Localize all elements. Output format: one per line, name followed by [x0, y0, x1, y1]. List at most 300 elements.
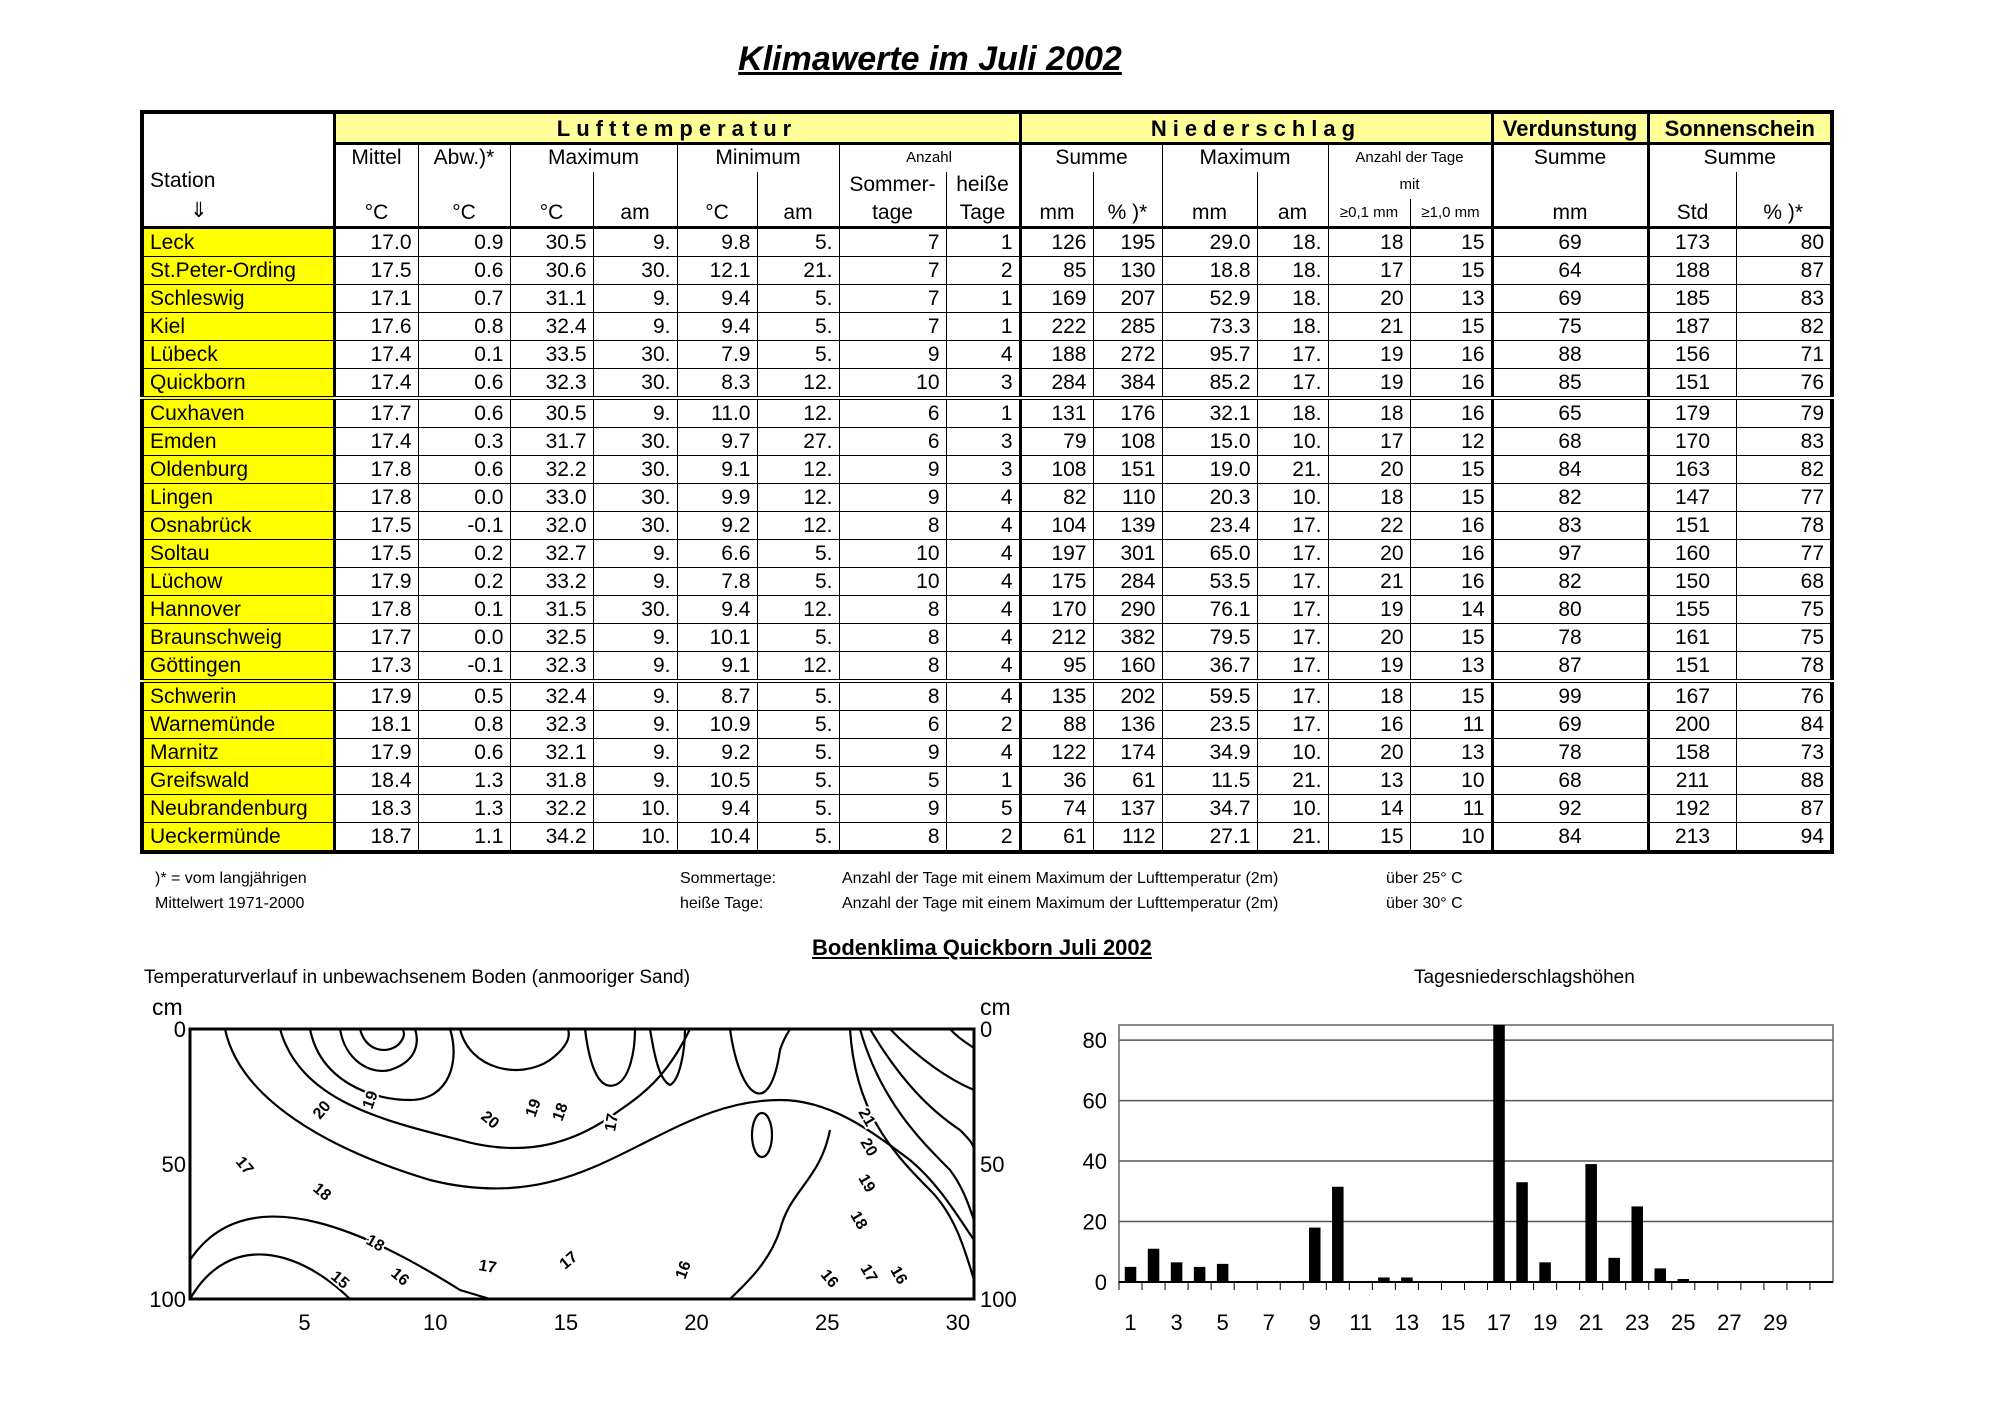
cell: 161 — [1648, 624, 1736, 652]
contour-label: 18 — [846, 1208, 871, 1233]
cell: 20 — [1328, 285, 1410, 313]
cell: 31.8 — [510, 767, 593, 795]
page-title: Klimawerte im Juli 2002 — [738, 40, 1122, 78]
contour-label: 20 — [856, 1135, 881, 1160]
cell: 30. — [593, 369, 677, 399]
contour-label: 17 — [602, 1112, 623, 1133]
cell: 12. — [757, 398, 839, 428]
cell: 33.5 — [510, 341, 593, 369]
cell: 16 — [1410, 540, 1492, 568]
cell: 4 — [946, 540, 1020, 568]
header-minimum: Minimum — [677, 144, 839, 173]
bar — [1493, 1025, 1505, 1282]
cell: 73 — [1736, 739, 1832, 767]
cell: 108 — [1093, 428, 1162, 456]
soil-y-tick: 0 — [173, 1017, 186, 1042]
contour-label: 20 — [477, 1108, 502, 1133]
cell: 4 — [946, 681, 1020, 711]
unit-header: am — [593, 199, 677, 228]
cell: 151 — [1648, 512, 1736, 540]
cell: 17. — [1257, 341, 1328, 369]
cell: 17.5 — [334, 512, 418, 540]
table-row — [142, 795, 1832, 823]
contour-label: 16 — [886, 1263, 911, 1288]
cell: 85 — [1492, 369, 1648, 399]
cell: 21. — [1257, 823, 1328, 853]
table-row — [142, 739, 1832, 767]
cell: 20 — [1328, 739, 1410, 767]
unit-header: % )* — [1736, 199, 1832, 228]
cell: 131 — [1020, 398, 1093, 428]
cell: 5. — [757, 228, 839, 257]
contour-label: 21 — [854, 1105, 879, 1130]
climate-table — [140, 110, 1834, 854]
bar — [1608, 1258, 1620, 1282]
cell: 8.3 — [677, 369, 757, 399]
cell: 17. — [1257, 652, 1328, 682]
cell: 10. — [1257, 795, 1328, 823]
cell: 9 — [839, 456, 946, 484]
cell: 2 — [946, 823, 1020, 853]
cell: 85 — [1020, 257, 1093, 285]
contour-label: 19 — [359, 1088, 382, 1112]
cell: 5 — [946, 795, 1020, 823]
cell: 17. — [1257, 624, 1328, 652]
cell: 9.2 — [677, 739, 757, 767]
cell: 10 — [1410, 767, 1492, 795]
cell: 4 — [946, 484, 1020, 512]
cell: 9.4 — [677, 285, 757, 313]
contour-labels — [232, 1089, 910, 1293]
cell: 16 — [1410, 398, 1492, 428]
cell: 82 — [1492, 568, 1648, 596]
cell: 17. — [1257, 568, 1328, 596]
cell: 200 — [1648, 711, 1736, 739]
cell: 147 — [1648, 484, 1736, 512]
cell: 27.1 — [1162, 823, 1257, 853]
cell: 82 — [1736, 313, 1832, 341]
cell: 9.4 — [677, 313, 757, 341]
cell: 32.1 — [510, 739, 593, 767]
cell: 94 — [1736, 823, 1832, 853]
soil-x-tick: 10 — [422, 1310, 448, 1335]
unit-header: °C — [677, 199, 757, 228]
station-name: Lingen — [142, 484, 334, 512]
station-name: St.Peter-Ording — [142, 257, 334, 285]
table-row — [142, 484, 1832, 512]
cell: 36.7 — [1162, 652, 1257, 682]
cell: 30. — [593, 484, 677, 512]
cell: 5. — [757, 313, 839, 341]
table-row — [142, 341, 1832, 369]
cell: 197 — [1020, 540, 1093, 568]
station-name: Braunschweig — [142, 624, 334, 652]
cell: 85.2 — [1162, 369, 1257, 399]
cell: 151 — [1093, 456, 1162, 484]
bar — [1217, 1264, 1229, 1282]
header-anzahl: Anzahl — [839, 144, 1020, 173]
cell: 169 — [1020, 285, 1093, 313]
table-row — [142, 456, 1832, 484]
x-tick-label: 5 — [1216, 1310, 1229, 1335]
x-tick-label: 21 — [1578, 1310, 1604, 1335]
cell: 285 — [1093, 313, 1162, 341]
cell: 15 — [1410, 456, 1492, 484]
table-row — [142, 767, 1832, 795]
x-tick-label: 17 — [1486, 1310, 1512, 1335]
bar — [1332, 1187, 1344, 1282]
cell: 5. — [757, 285, 839, 313]
unit-header: mm — [1020, 199, 1093, 228]
table-row — [142, 398, 1832, 428]
cell: 30. — [593, 257, 677, 285]
y-tick-label: 40 — [1082, 1149, 1107, 1175]
cell: 16 — [1410, 512, 1492, 540]
contour-label: 19 — [522, 1096, 545, 1120]
cell: 30.6 — [510, 257, 593, 285]
cell: 68 — [1492, 428, 1648, 456]
cell: 382 — [1093, 624, 1162, 652]
cell: 32.4 — [510, 313, 593, 341]
cell: 77 — [1736, 540, 1832, 568]
cell: 99 — [1492, 681, 1648, 711]
cell: 17. — [1257, 540, 1328, 568]
cell: 87 — [1736, 795, 1832, 823]
soil-climate-title: Bodenklima Quickborn Juli 2002 — [812, 935, 1152, 960]
cell: 19.0 — [1162, 456, 1257, 484]
soil-temperature-contour-chart — [130, 990, 1050, 1340]
cell: 15 — [1410, 313, 1492, 341]
cell: 92 — [1492, 795, 1648, 823]
cell: 30. — [593, 512, 677, 540]
footnote-c1: Anzahl der Tage mit einem Maximum der Lufttemperatur (2m) — [842, 870, 1279, 887]
group-niederschlag: Niederschlag — [1020, 112, 1492, 144]
cell: 9. — [593, 540, 677, 568]
contour-label: 18 — [363, 1231, 387, 1256]
cell: 5. — [757, 341, 839, 369]
station-name: Warnemünde — [142, 711, 334, 739]
header-mit: mit — [1328, 172, 1492, 199]
unit-header: Std — [1648, 199, 1736, 228]
cell: 32.2 — [510, 795, 593, 823]
cell: 9.4 — [677, 596, 757, 624]
cell: 4 — [946, 512, 1020, 540]
cell: 17. — [1257, 681, 1328, 711]
table-row — [142, 257, 1832, 285]
cell: 17.0 — [334, 228, 418, 257]
cell: 20.3 — [1162, 484, 1257, 512]
cell: 18. — [1257, 257, 1328, 285]
cell: 3 — [946, 456, 1020, 484]
soil-y-tick: 0 — [980, 1017, 993, 1042]
cell: 17.4 — [334, 428, 418, 456]
cell: 8 — [839, 624, 946, 652]
cell: 301 — [1093, 540, 1162, 568]
cell: 23.4 — [1162, 512, 1257, 540]
cell: 18. — [1257, 285, 1328, 313]
cell: 61 — [1020, 823, 1093, 853]
unit-header: % )* — [1093, 199, 1162, 228]
cell: 83 — [1736, 285, 1832, 313]
cell: 7 — [839, 285, 946, 313]
station-name: Marnitz — [142, 739, 334, 767]
cell: 9.8 — [677, 228, 757, 257]
cell: 97 — [1492, 540, 1648, 568]
cell: 202 — [1093, 681, 1162, 711]
contour-label: 19 — [854, 1171, 879, 1196]
cell: 158 — [1648, 739, 1736, 767]
cell: 9.4 — [677, 795, 757, 823]
cell: 76 — [1736, 681, 1832, 711]
cell: 9 — [839, 739, 946, 767]
cell: 30.5 — [510, 228, 593, 257]
x-tick-label: 13 — [1394, 1310, 1420, 1335]
cell: 17.5 — [334, 257, 418, 285]
contour-label: 16 — [387, 1265, 412, 1290]
station-name: Lübeck — [142, 341, 334, 369]
cell: 0.6 — [418, 456, 510, 484]
cell: 10. — [1257, 484, 1328, 512]
cell: 17. — [1257, 711, 1328, 739]
unit-header: am — [1257, 199, 1328, 228]
cell: 78 — [1736, 512, 1832, 540]
cell: 187 — [1648, 313, 1736, 341]
cell: 188 — [1648, 257, 1736, 285]
cell: 9.2 — [677, 512, 757, 540]
cell: 9. — [593, 398, 677, 428]
cell: 17.8 — [334, 456, 418, 484]
cell: 213 — [1648, 823, 1736, 853]
cell: 16 — [1410, 568, 1492, 596]
cell: 9. — [593, 624, 677, 652]
cell: 174 — [1093, 739, 1162, 767]
cell: 19 — [1328, 652, 1410, 682]
cell: 0.8 — [418, 711, 510, 739]
cell: 9. — [593, 285, 677, 313]
cell: 18. — [1257, 313, 1328, 341]
cell: 34.2 — [510, 823, 593, 853]
cell: 150 — [1648, 568, 1736, 596]
x-tick-label: 9 — [1308, 1310, 1321, 1335]
group-verdunstung: Verdunstung — [1492, 112, 1648, 144]
contour-label: 17 — [231, 1153, 257, 1179]
cell: 15 — [1410, 681, 1492, 711]
soil-chart-title: Temperaturverlauf in unbewachsenem Boden (anmooriger Sand) — [144, 967, 691, 988]
cell: 8 — [839, 512, 946, 540]
cell: 17.7 — [334, 624, 418, 652]
cell: 0.0 — [418, 484, 510, 512]
cell: 155 — [1648, 596, 1736, 624]
cell: 12. — [757, 456, 839, 484]
cell: 71 — [1736, 341, 1832, 369]
table-row — [142, 568, 1832, 596]
cell: 7 — [839, 228, 946, 257]
cell: 9. — [593, 681, 677, 711]
cell: 30. — [593, 456, 677, 484]
cell: 87 — [1736, 257, 1832, 285]
cell: 16 — [1328, 711, 1410, 739]
cell: 12. — [757, 484, 839, 512]
cell: 6 — [839, 428, 946, 456]
cell: 139 — [1093, 512, 1162, 540]
header-sommer: Sommer- — [839, 172, 946, 199]
cell: 82 — [1020, 484, 1093, 512]
bar — [1585, 1164, 1597, 1282]
cell: 84 — [1736, 711, 1832, 739]
header-summe: Summe — [1020, 144, 1162, 173]
bar — [1148, 1249, 1160, 1282]
cell: 272 — [1093, 341, 1162, 369]
station-name: Schleswig — [142, 285, 334, 313]
cell: 17.7 — [334, 398, 418, 428]
x-tick-label: 11 — [1349, 1310, 1373, 1335]
cell: 122 — [1020, 739, 1093, 767]
cell: 5. — [757, 624, 839, 652]
cell: 10.9 — [677, 711, 757, 739]
cell: 16 — [1410, 369, 1492, 399]
contour-label: 20 — [310, 1098, 335, 1123]
footnote-a2: Mittelwert 1971-2000 — [155, 895, 305, 912]
cell: 17.4 — [334, 341, 418, 369]
cell: 78 — [1492, 624, 1648, 652]
cell: 170 — [1020, 596, 1093, 624]
cell: 33.0 — [510, 484, 593, 512]
cell: 18.7 — [334, 823, 418, 853]
cell: 10.5 — [677, 767, 757, 795]
station-name: Ueckermünde — [142, 823, 334, 853]
cell: 151 — [1648, 369, 1736, 399]
cell: 112 — [1093, 823, 1162, 853]
cell: 29.0 — [1162, 228, 1257, 257]
cell: 10 — [839, 568, 946, 596]
cell: 0.8 — [418, 313, 510, 341]
cell: 65 — [1492, 398, 1648, 428]
cell: 87 — [1492, 652, 1648, 682]
cell: 17.4 — [334, 369, 418, 399]
unit-header: °C — [334, 199, 418, 228]
cell: 188 — [1020, 341, 1093, 369]
cell: 74 — [1020, 795, 1093, 823]
soil-y-tick: 50 — [980, 1152, 1005, 1177]
contour-lines — [190, 1029, 974, 1299]
cell: 13 — [1410, 652, 1492, 682]
cell: 104 — [1020, 512, 1093, 540]
cell: 7.9 — [677, 341, 757, 369]
cell: 32.7 — [510, 540, 593, 568]
cell: 135 — [1020, 681, 1093, 711]
unit-header: ≥1,0 mm — [1410, 199, 1492, 228]
cell: 80 — [1492, 596, 1648, 624]
cell: 20 — [1328, 456, 1410, 484]
cell: 17.5 — [334, 540, 418, 568]
station-name: Kiel — [142, 313, 334, 341]
cell: 17.9 — [334, 739, 418, 767]
cell: 4 — [946, 568, 1020, 596]
soil-x-tick: 30 — [945, 1310, 971, 1335]
table-row — [142, 313, 1832, 341]
station-name: Lüchow — [142, 568, 334, 596]
cell: 1 — [946, 228, 1020, 257]
cell: 75 — [1736, 596, 1832, 624]
x-tick-label: 25 — [1671, 1310, 1696, 1335]
y-tick-label: 20 — [1082, 1209, 1107, 1235]
unit-header: °C — [418, 199, 510, 228]
cell: 10. — [593, 823, 677, 853]
cell: 32.2 — [510, 456, 593, 484]
cell: 21 — [1328, 568, 1410, 596]
soil-x-tick: 15 — [553, 1310, 579, 1335]
cell: 9. — [593, 313, 677, 341]
cell: 17. — [1257, 512, 1328, 540]
station-name: Soltau — [142, 540, 334, 568]
cell: 34.7 — [1162, 795, 1257, 823]
cell: 1 — [946, 313, 1020, 341]
cell: 8 — [839, 823, 946, 853]
header-heisse: heiße — [946, 172, 1020, 199]
header-v-summe: Summe — [1492, 144, 1648, 173]
header-abw: Abw.)* — [418, 144, 510, 173]
y-tick-label: 0 — [1094, 1270, 1107, 1295]
cell: 0.6 — [418, 257, 510, 285]
contour-label: 15 — [327, 1268, 352, 1293]
cell: 9.1 — [677, 456, 757, 484]
cell: 21. — [1257, 767, 1328, 795]
cell: 110 — [1093, 484, 1162, 512]
cell: -0.1 — [418, 652, 510, 682]
cell: 17.6 — [334, 313, 418, 341]
cell: 88 — [1020, 711, 1093, 739]
table-row — [142, 711, 1832, 739]
cell: 84 — [1492, 456, 1648, 484]
cell: 6 — [839, 398, 946, 428]
cell: 12. — [757, 512, 839, 540]
cell: 11.5 — [1162, 767, 1257, 795]
soil-y-tick: 100 — [980, 1287, 1017, 1312]
cell: 17. — [1257, 369, 1328, 399]
cell: 14 — [1410, 596, 1492, 624]
cell: 9 — [839, 341, 946, 369]
unit-left: cm — [152, 994, 183, 1020]
x-tick-label: 3 — [1170, 1310, 1183, 1335]
cell: 83 — [1736, 428, 1832, 456]
table-row — [142, 596, 1832, 624]
cell: 170 — [1648, 428, 1736, 456]
table-row — [142, 540, 1832, 568]
cell: 126 — [1020, 228, 1093, 257]
cell: 31.7 — [510, 428, 593, 456]
cell: 5. — [757, 568, 839, 596]
contour-label: 18 — [309, 1180, 334, 1205]
cell: 78 — [1736, 652, 1832, 682]
cell: 0.1 — [418, 596, 510, 624]
cell: 0.2 — [418, 540, 510, 568]
cell: 8 — [839, 596, 946, 624]
contour-label: 16 — [672, 1258, 695, 1282]
bar — [1631, 1206, 1643, 1282]
cell: 9. — [593, 739, 677, 767]
cell: 14 — [1328, 795, 1410, 823]
unit-header: °C — [510, 199, 593, 228]
x-tick-label: 29 — [1763, 1310, 1788, 1335]
cell: 10 — [839, 540, 946, 568]
table-row — [142, 285, 1832, 313]
cell: 156 — [1648, 341, 1736, 369]
cell: 7 — [839, 257, 946, 285]
cell: 5. — [757, 795, 839, 823]
cell: 32.0 — [510, 512, 593, 540]
station-name: Leck — [142, 228, 334, 257]
cell: 79 — [1020, 428, 1093, 456]
